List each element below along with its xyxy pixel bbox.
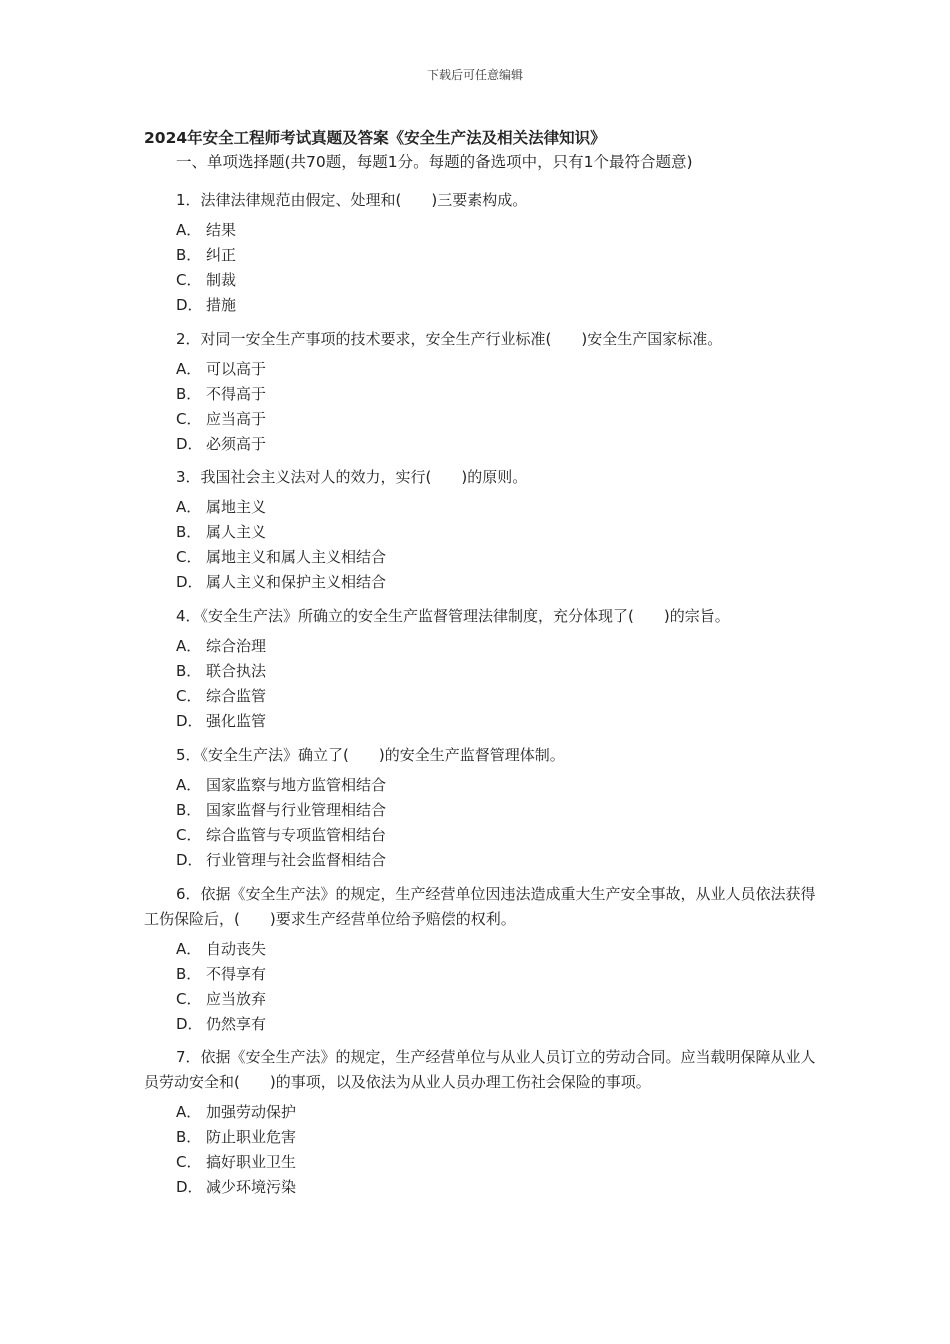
option-text: 搞好职业卫生 bbox=[206, 1153, 297, 1171]
option-text: 联合执法 bbox=[206, 662, 267, 680]
option-b bbox=[176, 659, 824, 684]
option-text: 制裁 bbox=[206, 271, 237, 289]
option-text: 可以高于 bbox=[206, 360, 267, 378]
option-a bbox=[176, 937, 824, 962]
option-d bbox=[176, 709, 824, 734]
option-a bbox=[176, 773, 824, 798]
option-letter: D． bbox=[176, 435, 203, 453]
option-d bbox=[176, 293, 824, 318]
option-text: 不得享有 bbox=[206, 965, 267, 983]
option-letter: D． bbox=[176, 1015, 203, 1033]
option-text: 加强劳动保护 bbox=[206, 1103, 297, 1121]
question-4 bbox=[144, 604, 824, 734]
option-text: 属地主义 bbox=[206, 498, 267, 516]
option-d bbox=[176, 1175, 824, 1200]
option-b bbox=[176, 798, 824, 823]
option-letter: C． bbox=[176, 687, 202, 705]
question-stem: 6．依据《安全生产法》的规定，生产经营单位因违法造成重大生产安全事故，从业人员依法获得工伤保险后，( )要求生产经营单位给予赔偿的权利。 bbox=[144, 885, 816, 928]
option-text: 属地主义和属人主义相结合 bbox=[206, 548, 387, 566]
option-a bbox=[176, 495, 824, 520]
option-letter: B． bbox=[176, 523, 202, 541]
option-b bbox=[176, 382, 824, 407]
option-b bbox=[176, 1125, 824, 1150]
option-letter: C． bbox=[176, 271, 202, 289]
option-d bbox=[176, 570, 824, 595]
option-letter: A． bbox=[176, 1103, 202, 1121]
option-text: 防止职业危害 bbox=[206, 1128, 297, 1146]
option-text: 应当高于 bbox=[206, 410, 267, 428]
option-text: 不得高于 bbox=[206, 385, 267, 403]
option-letter: C． bbox=[176, 1153, 202, 1171]
option-letter: A． bbox=[176, 776, 202, 794]
option-letter: B． bbox=[176, 385, 202, 403]
option-c bbox=[176, 545, 824, 570]
option-c bbox=[176, 407, 824, 432]
option-d bbox=[176, 432, 824, 457]
option-letter: B． bbox=[176, 246, 202, 264]
option-text: 应当放弃 bbox=[206, 990, 267, 1008]
option-d bbox=[176, 1012, 824, 1037]
option-letter: D． bbox=[176, 296, 203, 314]
question-2 bbox=[144, 327, 824, 457]
option-text: 纠正 bbox=[206, 246, 237, 264]
question-stem: 4．《安全生产法》所确立的安全生产监督管理法律制度，充分体现了( )的宗旨。 bbox=[176, 607, 730, 625]
option-text: 措施 bbox=[206, 296, 237, 314]
option-text: 减少环境污染 bbox=[206, 1178, 297, 1196]
option-text: 强化监管 bbox=[206, 712, 267, 730]
option-letter: A． bbox=[176, 221, 202, 239]
option-text: 国家监督与行业管理相结合 bbox=[206, 801, 387, 819]
question-6 bbox=[144, 882, 824, 1037]
option-letter: A． bbox=[176, 360, 202, 378]
option-c bbox=[176, 823, 824, 848]
option-a bbox=[176, 634, 824, 659]
option-text: 自动丧失 bbox=[206, 940, 267, 958]
question-stem: 5．《安全生产法》确立了( )的安全生产监督管理体制。 bbox=[176, 746, 565, 764]
document-title: 2024年安全工程师考试真题及答案《安全生产法及相关法律知识》 bbox=[144, 129, 606, 147]
option-text: 仍然享有 bbox=[206, 1015, 267, 1033]
option-text: 属人主义 bbox=[206, 523, 267, 541]
question-5 bbox=[144, 743, 824, 873]
option-text: 综合监管 bbox=[206, 687, 267, 705]
option-c bbox=[176, 1150, 824, 1175]
option-d bbox=[176, 848, 824, 873]
option-letter: A． bbox=[176, 637, 202, 655]
question-stem: 1．法律法律规范由假定、处理和( )三要素构成。 bbox=[176, 191, 528, 209]
option-letter: C． bbox=[176, 990, 202, 1008]
option-a bbox=[176, 1100, 824, 1125]
option-letter: A． bbox=[176, 940, 202, 958]
option-letter: C． bbox=[176, 826, 202, 844]
option-letter: A． bbox=[176, 498, 202, 516]
option-letter: C． bbox=[176, 410, 202, 428]
option-letter: D． bbox=[176, 1178, 203, 1196]
option-text: 综合监管与专项监管相结台 bbox=[206, 826, 387, 844]
header-note: 下载后可任意编辑 bbox=[426, 68, 523, 82]
question-stem: 2．对同一安全生产事项的技术要求，安全生产行业标准( )安全生产国家标准。 bbox=[176, 330, 723, 348]
question-7 bbox=[144, 1045, 824, 1200]
question-stem: 7．依据《安全生产法》的规定，生产经营单位与从业人员订立的劳动合同。应当载明保障从业人员劳动安全和( )的事项，以及依法为从业人员办理工伤社会保险的事项。 bbox=[144, 1048, 816, 1091]
option-b bbox=[176, 520, 824, 545]
option-text: 综合治理 bbox=[206, 637, 267, 655]
option-letter: B． bbox=[176, 801, 202, 819]
option-letter: B． bbox=[176, 1128, 202, 1146]
option-text: 结果 bbox=[206, 221, 237, 239]
question-3 bbox=[144, 465, 824, 595]
option-letter: D． bbox=[176, 712, 203, 730]
question-1 bbox=[144, 188, 824, 318]
option-c bbox=[176, 268, 824, 293]
option-c bbox=[176, 684, 824, 709]
section-heading: 一、单项选择题(共70题，每题1分。每题的备选项中，只有1个最符合题意) bbox=[176, 153, 693, 171]
option-text: 行业管理与社会监督相结合 bbox=[206, 851, 387, 869]
option-b bbox=[176, 243, 824, 268]
option-c bbox=[176, 987, 824, 1012]
option-letter: B． bbox=[176, 965, 202, 983]
option-a bbox=[176, 218, 824, 243]
option-text: 必须高于 bbox=[206, 435, 267, 453]
option-letter: C． bbox=[176, 548, 202, 566]
option-text: 属人主义和保护主义相结合 bbox=[206, 573, 387, 591]
option-a bbox=[176, 357, 824, 382]
option-letter: B． bbox=[176, 662, 202, 680]
option-b bbox=[176, 962, 824, 987]
question-stem: 3．我国社会主义法对人的效力，实行( )的原则。 bbox=[176, 468, 528, 486]
option-letter: D． bbox=[176, 851, 203, 869]
option-text: 国家监察与地方监管相结合 bbox=[206, 776, 387, 794]
option-letter: D． bbox=[176, 573, 203, 591]
